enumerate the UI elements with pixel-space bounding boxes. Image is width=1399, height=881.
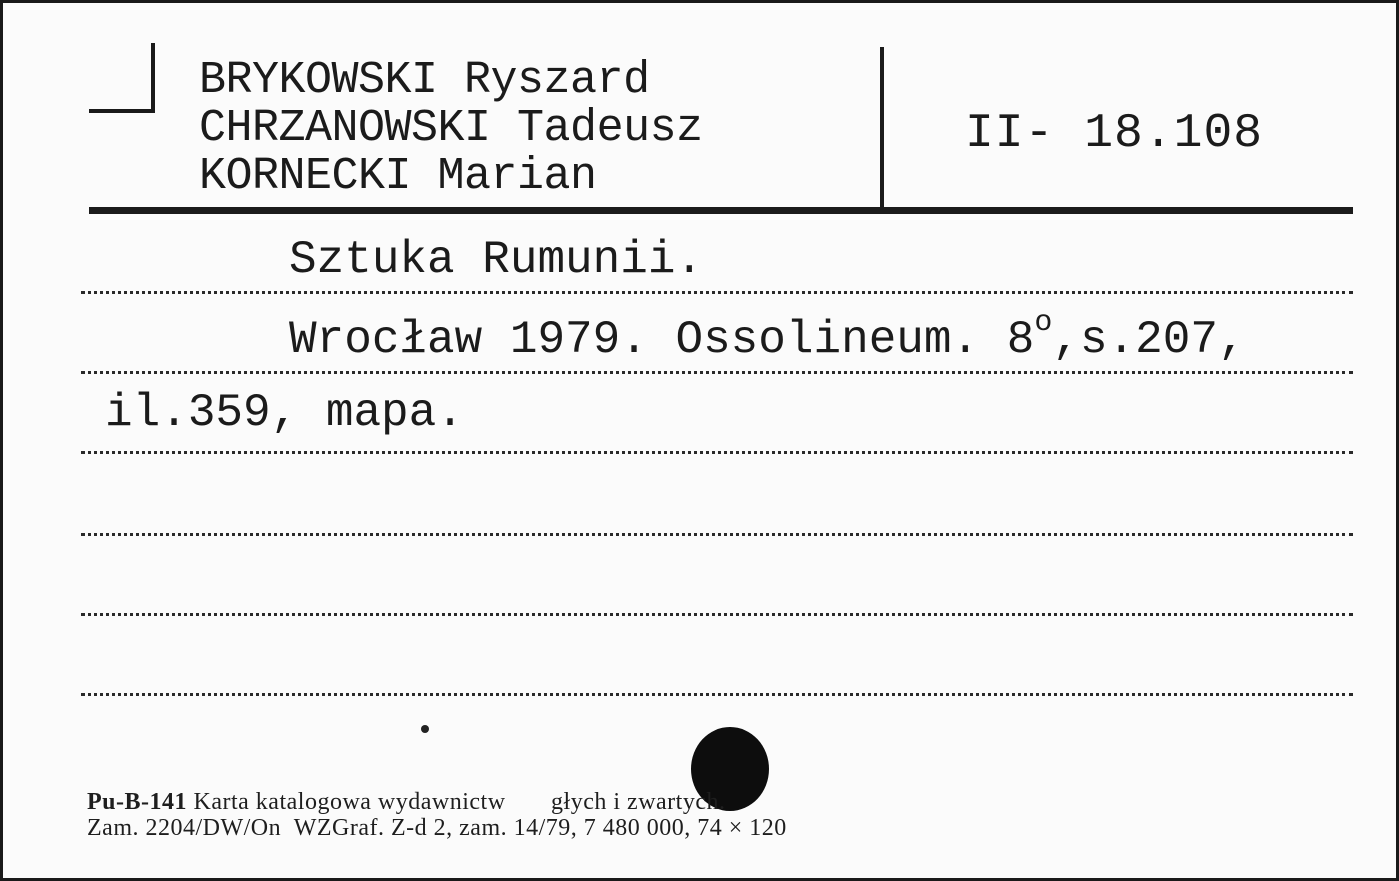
dotted-rule xyxy=(81,451,1353,454)
book-title: Sztuka Rumunii. xyxy=(289,234,704,286)
physical-description: il.359, mapa. xyxy=(105,387,464,439)
imprint-main: Wrocław 1979. Ossolineum. 8 xyxy=(289,314,1035,366)
header-divider xyxy=(880,47,884,209)
form-code: Pu-B-141 xyxy=(87,789,187,815)
format-superscript: o xyxy=(1034,306,1053,340)
author-3: KORNECKI Marian xyxy=(199,151,597,202)
ink-speck xyxy=(421,725,429,733)
author-1: BRYKOWSKI Ryszard xyxy=(199,55,650,106)
call-number: II- 18.108 xyxy=(965,107,1264,161)
footer-line-1 xyxy=(87,789,726,816)
header-rule xyxy=(89,207,1353,214)
author-2: CHRZANOWSKI Tadeusz xyxy=(199,103,703,154)
dotted-rule xyxy=(81,693,1353,696)
dotted-rule xyxy=(81,291,1353,294)
dotted-rule xyxy=(81,371,1353,374)
imprint-line xyxy=(289,306,1246,366)
footer-line-2: Zam. 2204/DW/On WZGraf. Z-d 2, zam. 14/79, 7 480 000, 74 × 120 xyxy=(87,815,787,841)
imprint-pages: ,s.207, xyxy=(1052,314,1246,366)
form-description: Karta katalogowa wydawnictw głych i zwartych. xyxy=(193,789,726,815)
corner-bracket-mark xyxy=(89,43,155,113)
dotted-rule xyxy=(81,613,1353,616)
dotted-rule xyxy=(81,533,1353,536)
